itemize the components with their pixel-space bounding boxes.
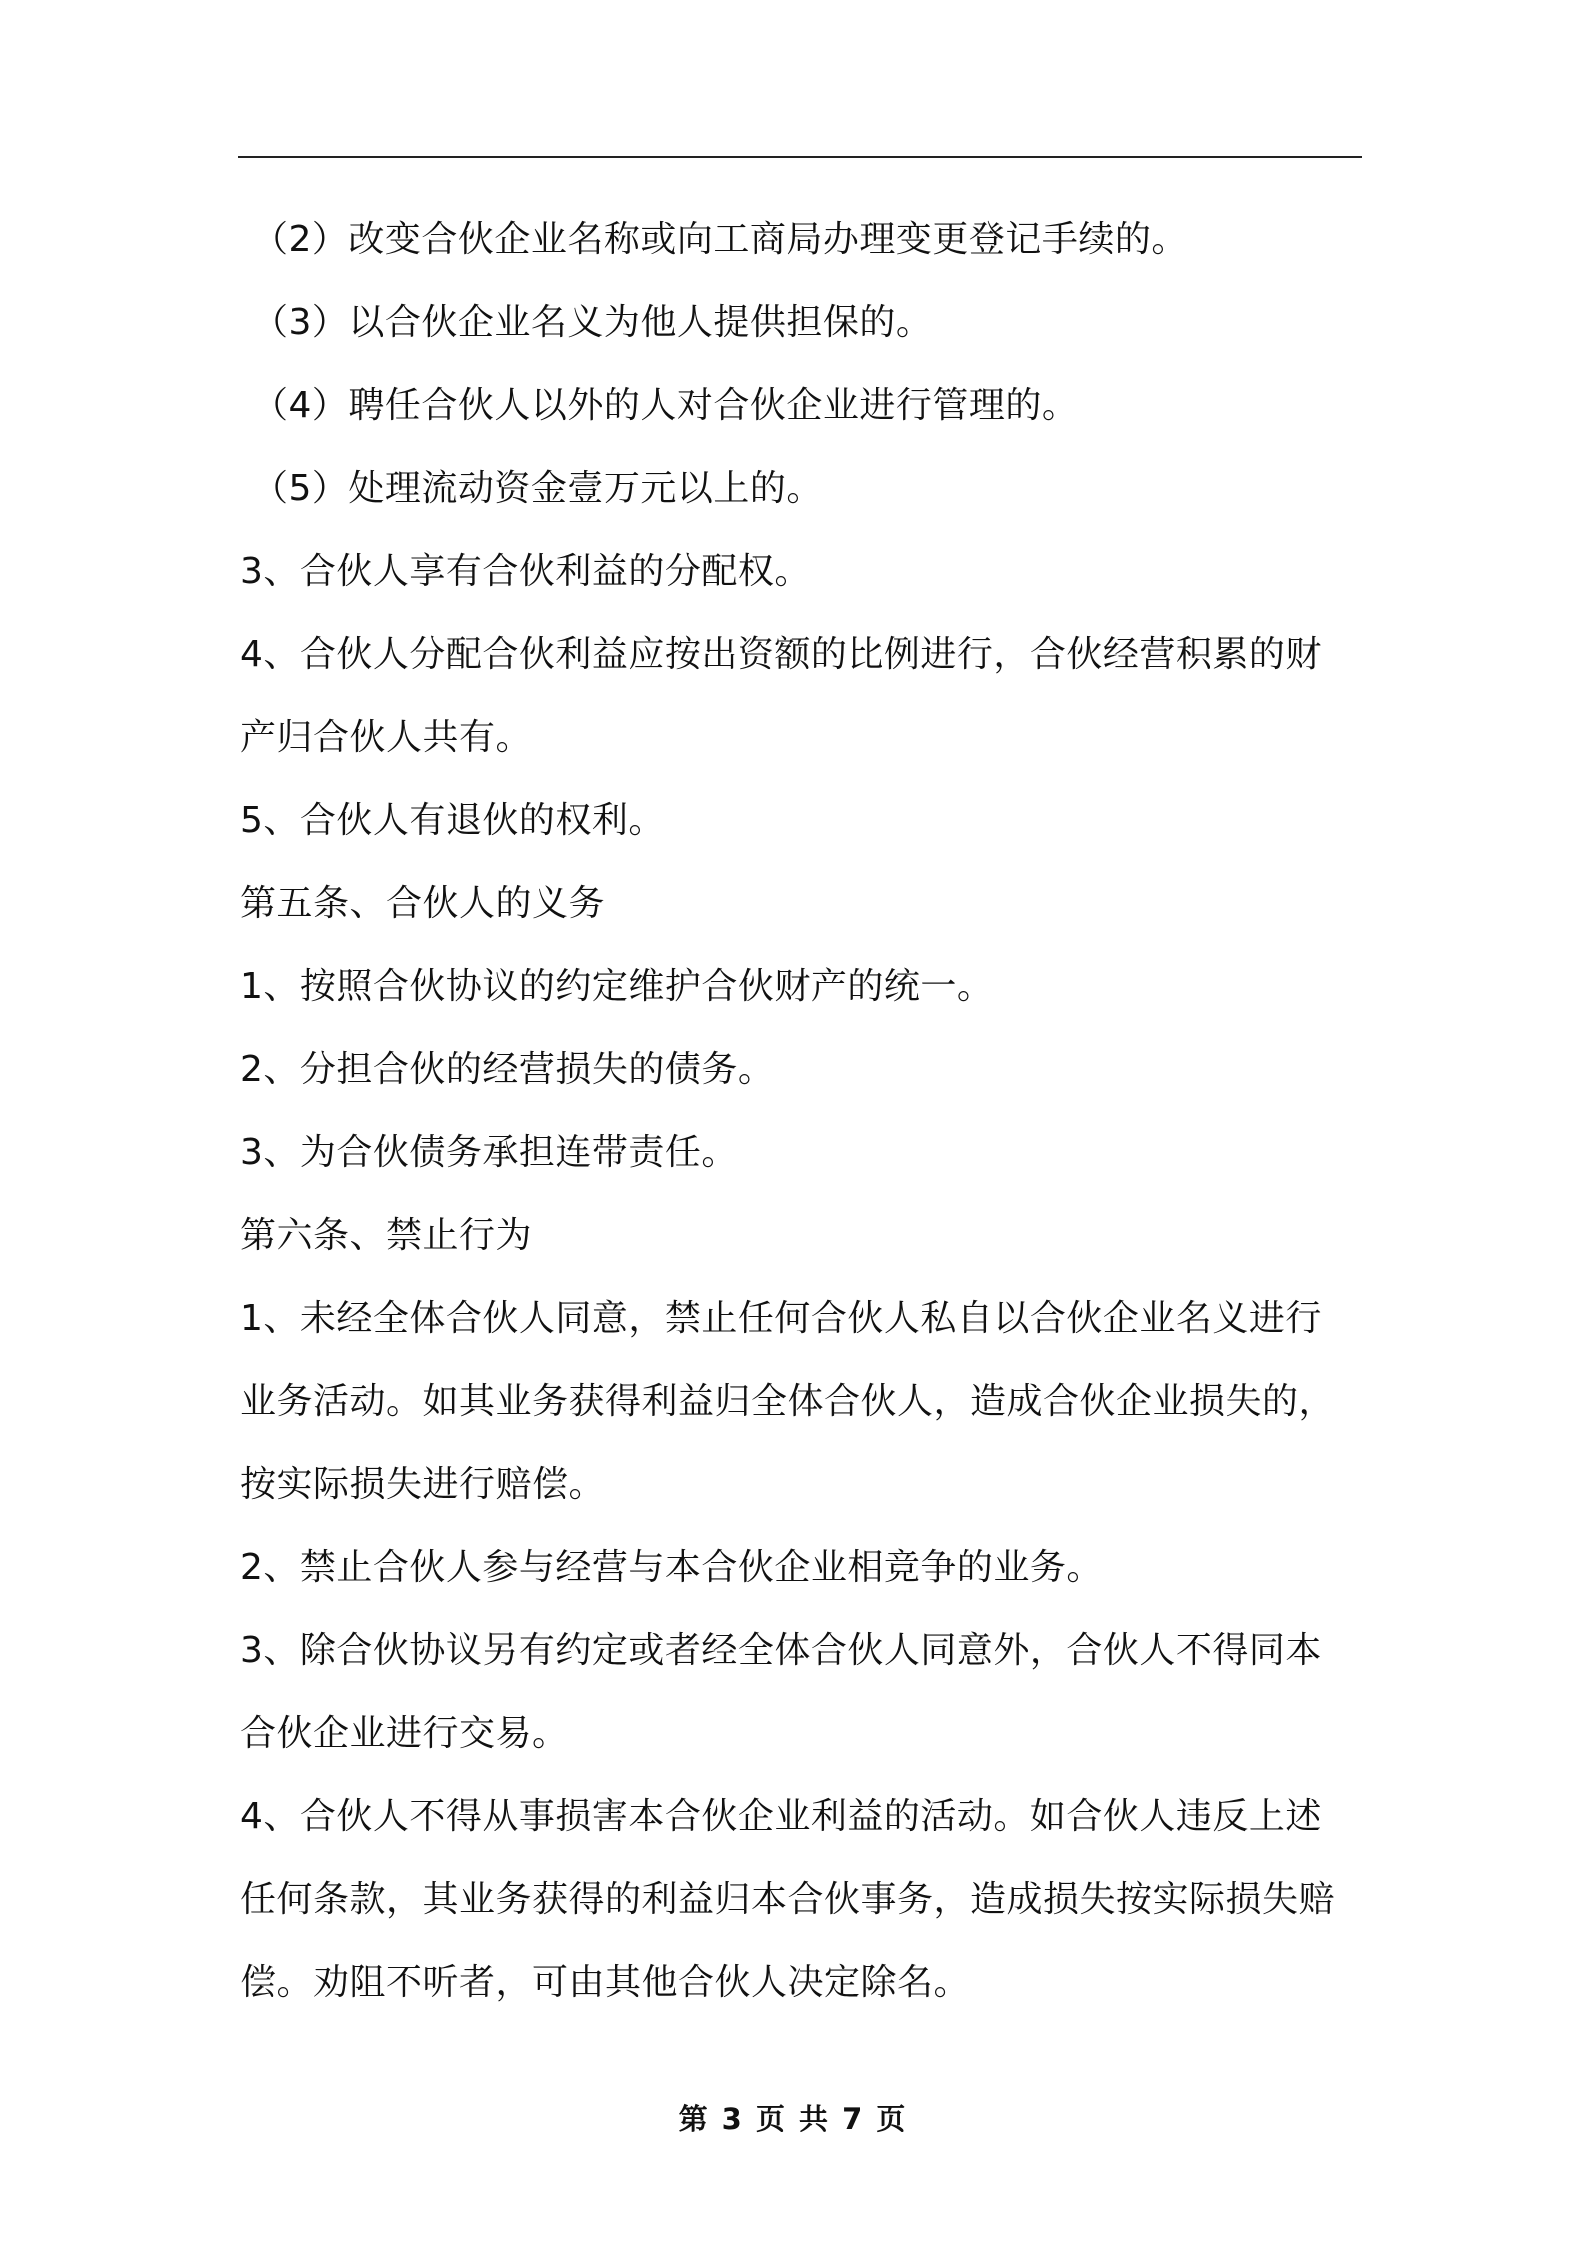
- paragraph-line: 任何条款，其业务获得的利益归本合伙事务，造成损失按实际损失赔: [240, 1879, 1336, 1920]
- paragraph-line: 偿。劝阻不听者，可由其他合伙人决定除名。: [240, 1962, 971, 2003]
- paragraph-line: 3、除合伙协议另有约定或者经全体合伙人同意外，合伙人不得同本: [240, 1630, 1322, 1671]
- page-number-footer: [0, 2097, 1586, 2138]
- paragraph-line: 3、合伙人享有合伙利益的分配权。: [240, 551, 811, 592]
- paragraph-line: 2、分担合伙的经营损失的债务。: [240, 1049, 775, 1090]
- paragraph-line: 业务活动。如其业务获得利益归全体合伙人，造成合伙企业损失的，: [240, 1381, 1336, 1422]
- paragraph-line: 4、合伙人分配合伙利益应按出资额的比例进行，合伙经营积累的财: [240, 634, 1322, 675]
- paragraph-line: 按实际损失进行赔偿。: [240, 1464, 606, 1505]
- paragraph-line: 产归合伙人共有。: [240, 717, 533, 758]
- paragraph-line: 3、为合伙债务承担连带责任。: [240, 1132, 738, 1173]
- paragraph-line: （5）处理流动资金壹万元以上的。: [252, 468, 823, 509]
- page-number-label: 第 3 页 共 7 页: [678, 2102, 908, 2136]
- paragraph-line: 2、禁止合伙人参与经营与本合伙企业相竞争的业务。: [240, 1547, 1103, 1588]
- paragraph-line: 5、合伙人有退伙的权利。: [240, 800, 665, 841]
- paragraph-line: （3）以合伙企业名义为他人提供担保的。: [252, 302, 933, 343]
- paragraph-line: 4、合伙人不得从事损害本合伙企业利益的活动。如合伙人违反上述: [240, 1796, 1322, 1837]
- paragraph-line: （2）改变合伙企业名称或向工商局办理变更登记手续的。: [252, 219, 1188, 260]
- section-heading: 第五条、合伙人的义务: [240, 883, 606, 924]
- paragraph-line: 1、未经全体合伙人同意，禁止任何合伙人私自以合伙企业名义进行: [240, 1298, 1322, 1339]
- document-body: [240, 198, 1364, 2024]
- section-heading: 第六条、禁止行为: [240, 1215, 533, 1256]
- header-divider: [238, 156, 1362, 158]
- paragraph-line: 1、按照合伙协议的约定维护合伙财产的统一。: [240, 966, 994, 1007]
- paragraph-line: 合伙企业进行交易。: [240, 1713, 569, 1754]
- paragraph-line: （4）聘任合伙人以外的人对合伙企业进行管理的。: [252, 385, 1079, 426]
